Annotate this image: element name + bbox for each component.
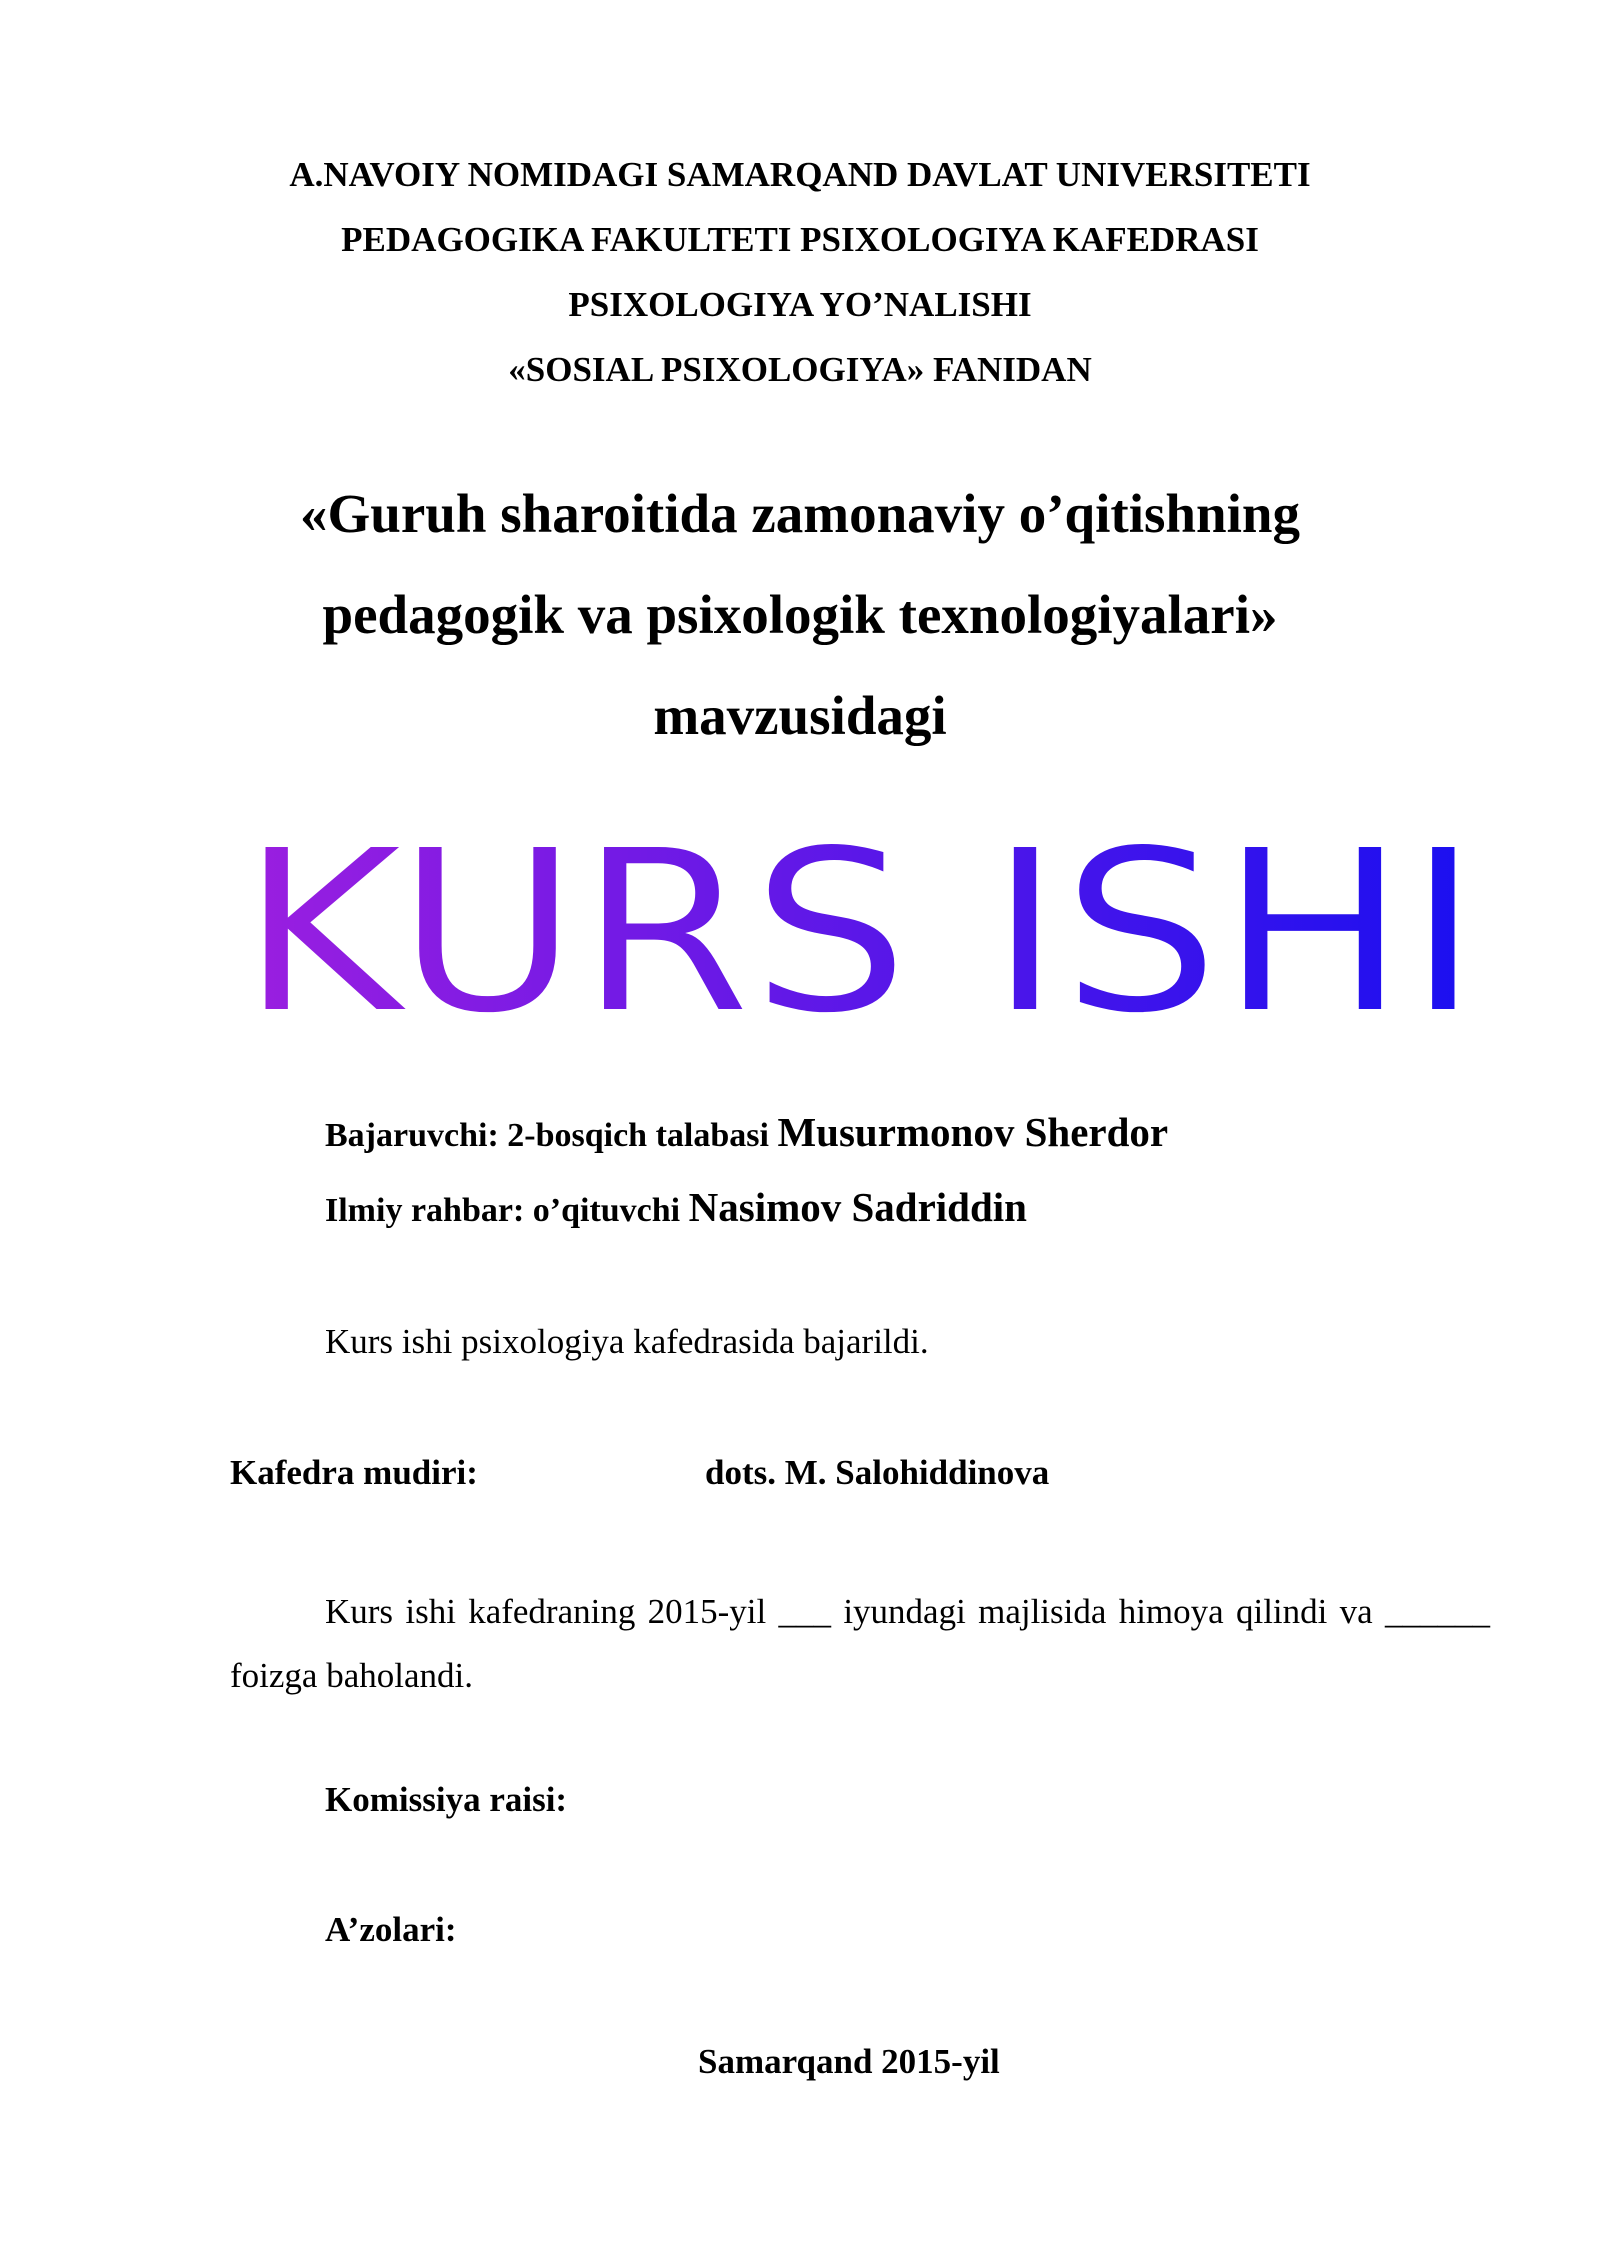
kurs-ishi-wordart (230, 820, 1490, 1040)
head-of-department-label: Kafedra mudiri: (230, 1453, 478, 1492)
kurs-ishi-text: KURS ISHI (240, 820, 1480, 1040)
faculty-department: PEDAGOGIKA FAKULTETI PSIXOLOGIYA KAFEDRASI (341, 220, 1259, 259)
defense-note: Kurs ishi kafedraning 2015-yil ___ iyundagi majlisida himoya qilindi va ______ foizga baholandi. (230, 1592, 1490, 1695)
specialty: PSIXOLOGIYA YO’NALISHI (568, 285, 1032, 324)
city-year: Samarqand 2015-yil (698, 2042, 1000, 2081)
performer-line (325, 1109, 1169, 1156)
topic-line-3: mavzusidagi (653, 685, 947, 746)
supervisor-label: Ilmiy rahbar: o’qituvchi (325, 1192, 681, 1229)
topic-line-2: pedagogik va psixologik texnologiyalari» (322, 584, 1278, 645)
supervisor-name: Nasimov Sadriddin (688, 1184, 1027, 1230)
completed-note: Kurs ishi psixologiya kafedrasida bajarildi. (325, 1322, 929, 1361)
supervisor-line (325, 1184, 1027, 1231)
performer-label: Bajaruvchi: 2-bosqich talabasi (325, 1117, 769, 1154)
commission-chair-label: Komissiya raisi: (325, 1780, 568, 1819)
head-of-department-name: dots. M. Salohiddinova (705, 1453, 1050, 1492)
university-name: A.NAVOIY NOMIDAGI SAMARQAND DAVLAT UNIVERSITETI (289, 155, 1311, 194)
commission-members-label: A’zolari: (325, 1910, 457, 1949)
subject: «SOSIAL PSIXOLOGIYA» FANIDAN (508, 350, 1092, 389)
performer-name: Musurmonov Sherdor (777, 1109, 1169, 1155)
topic-line-1: «Guruh sharoitida zamonaviy o’qitishning (300, 483, 1300, 544)
